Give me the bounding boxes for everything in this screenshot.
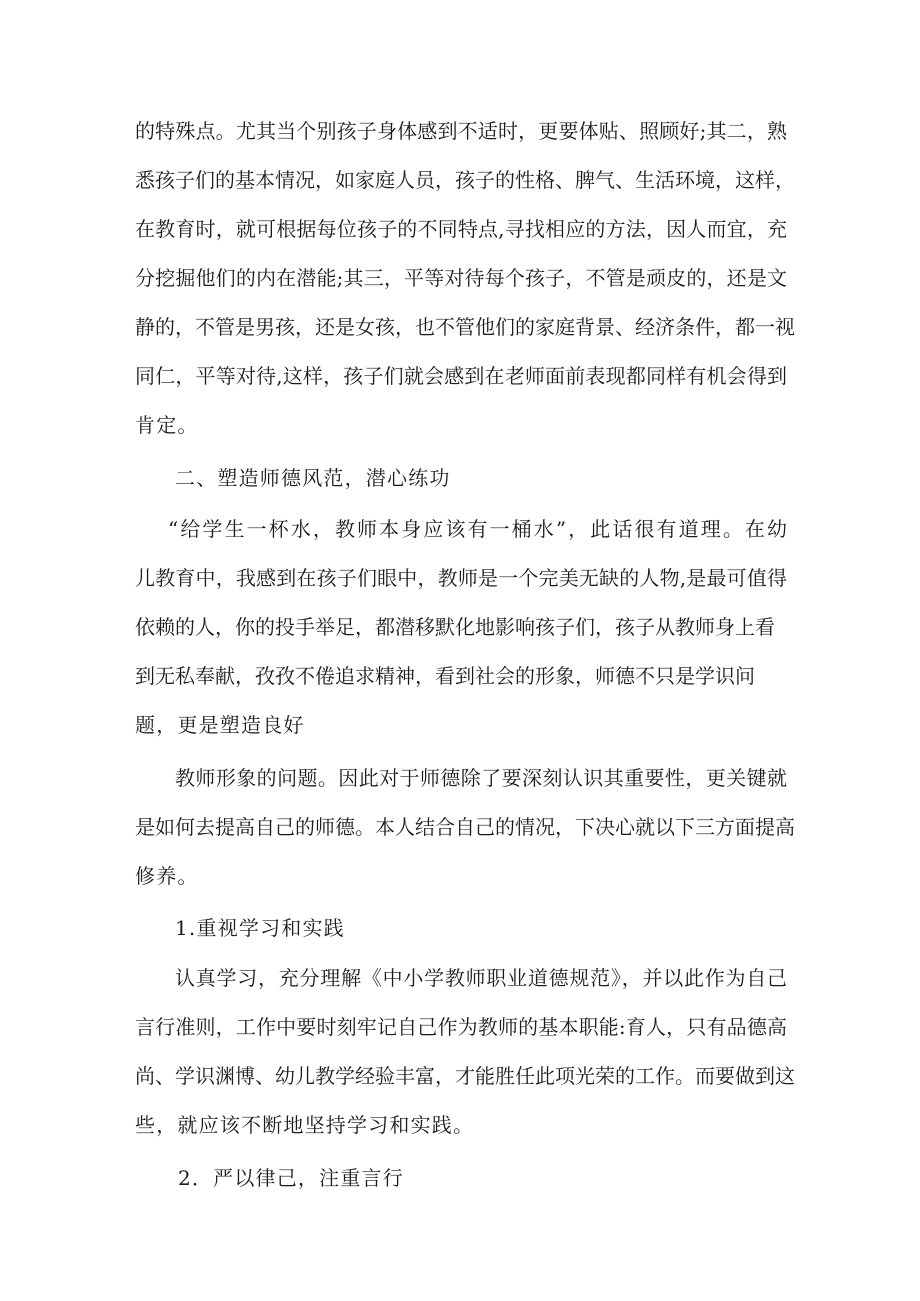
paragraph-line: 尚、学识渊博、幼儿教学经验丰富，才能胜任此项光荣的工作。而要做到这	[135, 1064, 795, 1088]
paragraph-line: 同仁，平等对待,这样，孩子们就会感到在老师面前表现都同样有机会得到	[135, 364, 787, 388]
paragraph-line: 的特殊点。尤其当个别孩子身体感到不适时，更要体贴、照顾好;其二，熟	[135, 119, 787, 143]
paragraph-line: 静的，不管是男孩，还是女孩，也不管他们的家庭背景、经济条件，都一视	[135, 315, 795, 339]
paragraph-line: 依赖的人，你的投手举足，都潜移默化地影响孩子们，孩子从教师身上看	[135, 615, 775, 639]
paragraph-line: 些，就应该不断地坚持学习和实践。	[135, 1113, 475, 1137]
paragraph-line: 言行准则，工作中要时刻牢记自己作为教师的基本职能:育人，只有品德高	[135, 1015, 787, 1039]
paragraph-line: 认真学习，充分理解《中小学教师职业道德规范》，并以此作为自己	[175, 966, 787, 990]
paragraph-line: 悉孩子们的基本情况，如家庭人员，孩子的性格、脾气、生活环境，这样，	[135, 168, 795, 192]
paragraph-line: 到无私奉献，孜孜不倦追求精神，看到社会的形象，师德不只是学识问	[135, 664, 755, 688]
paragraph-line: 肯定。	[135, 413, 199, 437]
paragraph-line: 修养。	[135, 864, 199, 888]
section-heading: 二、塑造师德风范，潜心练功	[175, 466, 451, 490]
paragraph-line: “给学生一杯水，教师本身应该有一桶水”，此话很有道理。在幼	[168, 517, 787, 541]
paragraph-line: 教师形象的问题。因此对于师德除了要深刻认识其重要性，更关键就	[175, 766, 787, 790]
subsection-heading: 2．严以律己，注重言行	[178, 1166, 404, 1190]
paragraph-line: 题，更是塑造良好	[135, 713, 305, 737]
subsection-heading: 1.重视学习和实践	[175, 916, 345, 940]
paragraph-line: 在教育时，就可根据每位孩子的不同特点,寻找相应的方法，因人而宜，充	[135, 217, 787, 241]
paragraph-line: 儿教育中，我感到在孩子们眼中，教师是一个完美无缺的人物,是最可值得	[135, 566, 787, 590]
paragraph-line: 是如何去提高自己的师德。本人结合自己的情况，下决心就以下三方面提高	[135, 815, 795, 839]
paragraph-line: 分挖掘他们的内在潜能;其三，平等对待每个孩子，不管是顽皮的，还是文	[135, 266, 787, 290]
